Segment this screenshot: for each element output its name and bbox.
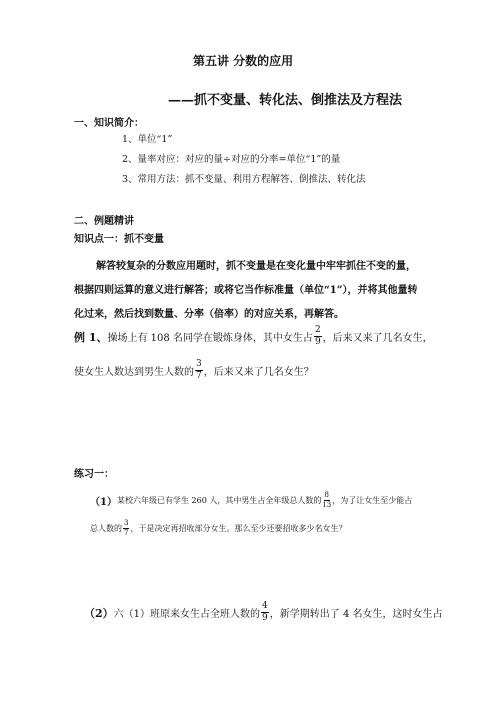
- practice-q1-text-d: ，于是决定再招收部分女生。那么至少还要招收多少名女生？: [130, 524, 347, 533]
- example-1-label: 例 1、: [74, 330, 108, 344]
- example-1-text-d: ，后来又来了几名女生？: [203, 367, 314, 378]
- knowledge-point-heading: 知识点一：抓不变量: [74, 234, 164, 245]
- practice-heading: 练习一：: [74, 469, 114, 480]
- fraction-denominator: 9: [314, 337, 321, 347]
- page-subtitle: ——抓不变量、转化法、倒推法及方程法: [168, 93, 403, 108]
- fraction-three-sevenths: [123, 520, 129, 537]
- practice-q2-text-a: 六（1）班原来女生占全班人数的: [113, 609, 261, 620]
- fraction-numerator: 8: [324, 491, 330, 499]
- example-1-text-a: 操场上有 108 名同学在锻炼身体，其中女生占: [107, 333, 313, 344]
- fraction-numerator: 3: [196, 359, 202, 369]
- knowledge-item-2: 2、量率对应：对应的量÷对应的分率=单位“1”的量: [122, 154, 341, 165]
- fraction-denominator: 7: [196, 371, 202, 381]
- fraction-four-ninths: [261, 602, 269, 623]
- fraction-two-ninths: [314, 326, 322, 347]
- fraction-eight-thirteenths: [322, 492, 331, 509]
- practice-q2-text-b: ，新学期转出了 4 名女生，这时女生占: [269, 609, 443, 620]
- knowledge-item-3: 3、常用方法：抓不变量、利用方程解答、倒推法、转化法: [122, 174, 366, 185]
- practice-q2-line-1: [84, 602, 443, 623]
- practice-q1-line-2: [90, 520, 346, 537]
- section-2-heading: 二、例题精讲: [74, 216, 134, 227]
- practice-q1-line-1: [90, 492, 412, 509]
- intro-paragraph-line-3: 化过来，然后找到数量、分率（倍率）的对应关系，再解答。: [74, 309, 344, 320]
- section-1-heading: 一、知识简介：: [74, 118, 144, 129]
- fraction-denominator: 7: [124, 529, 129, 537]
- fraction-denominator: 13: [322, 501, 332, 509]
- page-title: 第五讲 分数的应用: [193, 54, 294, 68]
- practice-q1-number: （1）: [90, 497, 117, 508]
- example-1-text-b: ，后来又来了几名女生，: [322, 333, 433, 344]
- fraction-numerator: 4: [262, 601, 268, 611]
- knowledge-item-1: 1、单位“1”: [122, 134, 173, 145]
- fraction-denominator: 9: [262, 613, 268, 623]
- practice-q2-number: （2）: [84, 606, 114, 620]
- practice-q1-text-a: 某校六年级已有学生 260 人，其中男生占全年级总人数的: [116, 496, 322, 505]
- intro-paragraph-line-2: 根据四则运算的意义进行解答；或将它当作标准量（单位“1”），并将其他量转: [74, 285, 418, 296]
- fraction-three-sevenths: [195, 360, 203, 381]
- practice-q1-text-c: 总人数的: [90, 524, 122, 533]
- practice-q1-text-b: ，为了让女生至少能占: [332, 496, 413, 505]
- fraction-numerator: 3: [124, 519, 129, 527]
- example-1-text-c: 使女生人数达到男生人数的: [74, 367, 194, 378]
- example-1-line-1: [74, 326, 433, 347]
- intro-paragraph-line-1: 解答较复杂的分数应用题时，抓不变量是在变化量中牢牢抓住不变的量，: [96, 261, 416, 272]
- fraction-numerator: 2: [314, 325, 321, 335]
- example-1-line-2: [74, 360, 314, 381]
